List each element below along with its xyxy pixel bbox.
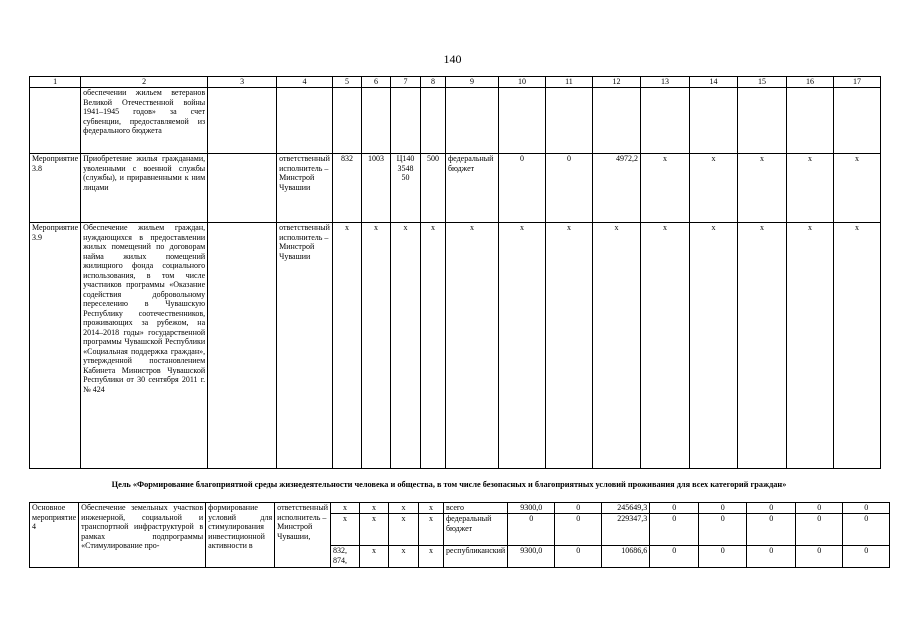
funding-source: федеральный бюджет <box>443 514 507 546</box>
section-code: 1003 <box>361 154 390 223</box>
value-cell: x <box>359 546 388 568</box>
value-cell: 0 <box>555 546 602 568</box>
program-table-top <box>29 76 881 469</box>
col-header: 6 <box>361 77 390 88</box>
col-header: 14 <box>689 77 737 88</box>
value-cell: x <box>833 154 880 223</box>
table-row-continuation <box>30 88 881 154</box>
value-cell: x <box>418 503 443 514</box>
col-header: 8 <box>420 77 445 88</box>
measure-description: Обеспечение жильем граждан, нуждающихся в предоставлении жилых помещений по договорам найма жилых помещений жилищного фонда социального использования, в том числе участников программы «Оказание содействия добровольному переселению в Чувашскую Республику соотечественников, проживающих за рубежом, на 2014–2018 годы» государственной программы Чувашской Республики «Социальная поддержка граждан», утвержденной постановлением Кабинета Министров Чувашской Республики от 30 сентября 2011 г. № 424 <box>81 223 208 469</box>
value-cell: x <box>388 514 418 546</box>
value-cell: x <box>545 223 592 469</box>
value-cell: 0 <box>843 503 890 514</box>
value-cell: x <box>786 154 833 223</box>
value-cell: 0 <box>699 514 747 546</box>
col-header: 5 <box>332 77 361 88</box>
value-cell: 0 <box>747 503 796 514</box>
value-cell: x <box>689 154 737 223</box>
value-cell: x <box>390 223 420 469</box>
col-header: 17 <box>833 77 880 88</box>
value-cell: 0 <box>555 514 602 546</box>
goal-cell: формирование условий для стимулирования инвестиционной активности в <box>206 503 275 568</box>
executor-cell: ответственный исполнитель – Минстрой Чувашии <box>277 154 333 223</box>
value-cell: 0 <box>498 154 545 223</box>
value-cell: 10686,6 <box>602 546 650 568</box>
value-cell: x <box>388 546 418 568</box>
col-header: 2 <box>81 77 208 88</box>
value-cell: x <box>833 223 880 469</box>
col-header: 16 <box>786 77 833 88</box>
funding-source: республиканский <box>443 546 507 568</box>
value-cell: 0 <box>747 514 796 546</box>
value-cell: x <box>640 154 689 223</box>
goal-heading: Цель «Формирование благоприятной среды жизнедеятельности человека и общества, в том числе безопасных и благоприятных условий проживания для всех категорий граждан» <box>111 480 787 489</box>
target-article-code: Ц140 3548 50 <box>390 154 420 223</box>
value-cell: x <box>330 503 359 514</box>
value-cell: 0 <box>545 154 592 223</box>
value-cell: 9300,0 <box>508 503 555 514</box>
program-table-bottom <box>29 502 890 568</box>
value-cell: x <box>332 223 361 469</box>
col-header: 7 <box>390 77 420 88</box>
value-cell: x <box>388 503 418 514</box>
col-header: 9 <box>445 77 498 88</box>
value-cell: 832, 874, <box>330 546 359 568</box>
value-cell: 0 <box>555 503 602 514</box>
value-cell: x <box>445 223 498 469</box>
measure-description: Обеспечение земельных участков инженерной, социальной и транспортной инфраструктурой в рамках подпрограммы «Стимулирование про- <box>79 503 206 568</box>
value-cell: 0 <box>650 546 699 568</box>
col-header: 15 <box>737 77 786 88</box>
col-header: 1 <box>30 77 81 88</box>
value-cell: x <box>689 223 737 469</box>
col-header: 12 <box>592 77 640 88</box>
value-cell: x <box>359 503 388 514</box>
value-cell: x <box>330 514 359 546</box>
value-cell: x <box>786 223 833 469</box>
value-cell: 0 <box>699 503 747 514</box>
value-cell: 0 <box>843 546 890 568</box>
value-cell: x <box>737 154 786 223</box>
value-cell: x <box>640 223 689 469</box>
measure-id: Основное мероприятие 4 <box>30 503 79 568</box>
value-cell: 0 <box>843 514 890 546</box>
value-cell: x <box>359 514 388 546</box>
col-header: 3 <box>208 77 277 88</box>
value-cell: x <box>361 223 390 469</box>
value-cell: 245649,3 <box>602 503 650 514</box>
measure-description: Приобретение жилья гражданами, уволенными с военной службы (службы), и приравненными к ним лицами <box>81 154 208 223</box>
executor-cell: ответственный исполнитель – Минстрой Чувашии <box>277 223 333 469</box>
value-cell: x <box>737 223 786 469</box>
value-cell: x <box>418 546 443 568</box>
goal-cell <box>208 154 277 223</box>
expense-type-code: 500 <box>420 154 445 223</box>
value-cell: x <box>498 223 545 469</box>
value-cell: 0 <box>650 514 699 546</box>
goal-cell <box>208 223 277 469</box>
measure-id: Мероприятие 3.8 <box>30 154 81 223</box>
page-number: 140 <box>443 52 462 66</box>
value-cell: 0 <box>650 503 699 514</box>
column-number-row <box>30 77 881 88</box>
value-cell: x <box>592 223 640 469</box>
col-header: 10 <box>498 77 545 88</box>
col-header: 13 <box>640 77 689 88</box>
value-cell: 0 <box>796 546 843 568</box>
table-row-main-4-total <box>30 503 890 514</box>
value-cell: 0 <box>747 546 796 568</box>
table-row-measure-3-8 <box>30 154 881 223</box>
measure-id: Мероприятие 3.9 <box>30 223 81 469</box>
funding-source: всего <box>443 503 507 514</box>
col-header: 4 <box>277 77 333 88</box>
value-cell: 0 <box>796 514 843 546</box>
col-header: 11 <box>545 77 592 88</box>
value-cell: 229347,3 <box>602 514 650 546</box>
value-cell: x <box>418 514 443 546</box>
funding-source: федеральный бюджет <box>445 154 498 223</box>
executor-cell: ответственный исполнитель – Минстрой Чувашии, <box>275 503 331 568</box>
grbs-code: 832 <box>332 154 361 223</box>
value-cell: 0 <box>699 546 747 568</box>
value-cell: 4972,2 <box>592 154 640 223</box>
value-cell: 0 <box>796 503 843 514</box>
value-cell: x <box>420 223 445 469</box>
table-row-measure-3-9 <box>30 223 881 469</box>
measure-description: обеспечении жильем ветеранов Великой Отечественной войны 1941–1945 годов» за счет субвенции, предоставляемой из федерального бюджета <box>81 88 208 154</box>
value-cell: 9300,0 <box>508 546 555 568</box>
value-cell: 0 <box>508 514 555 546</box>
